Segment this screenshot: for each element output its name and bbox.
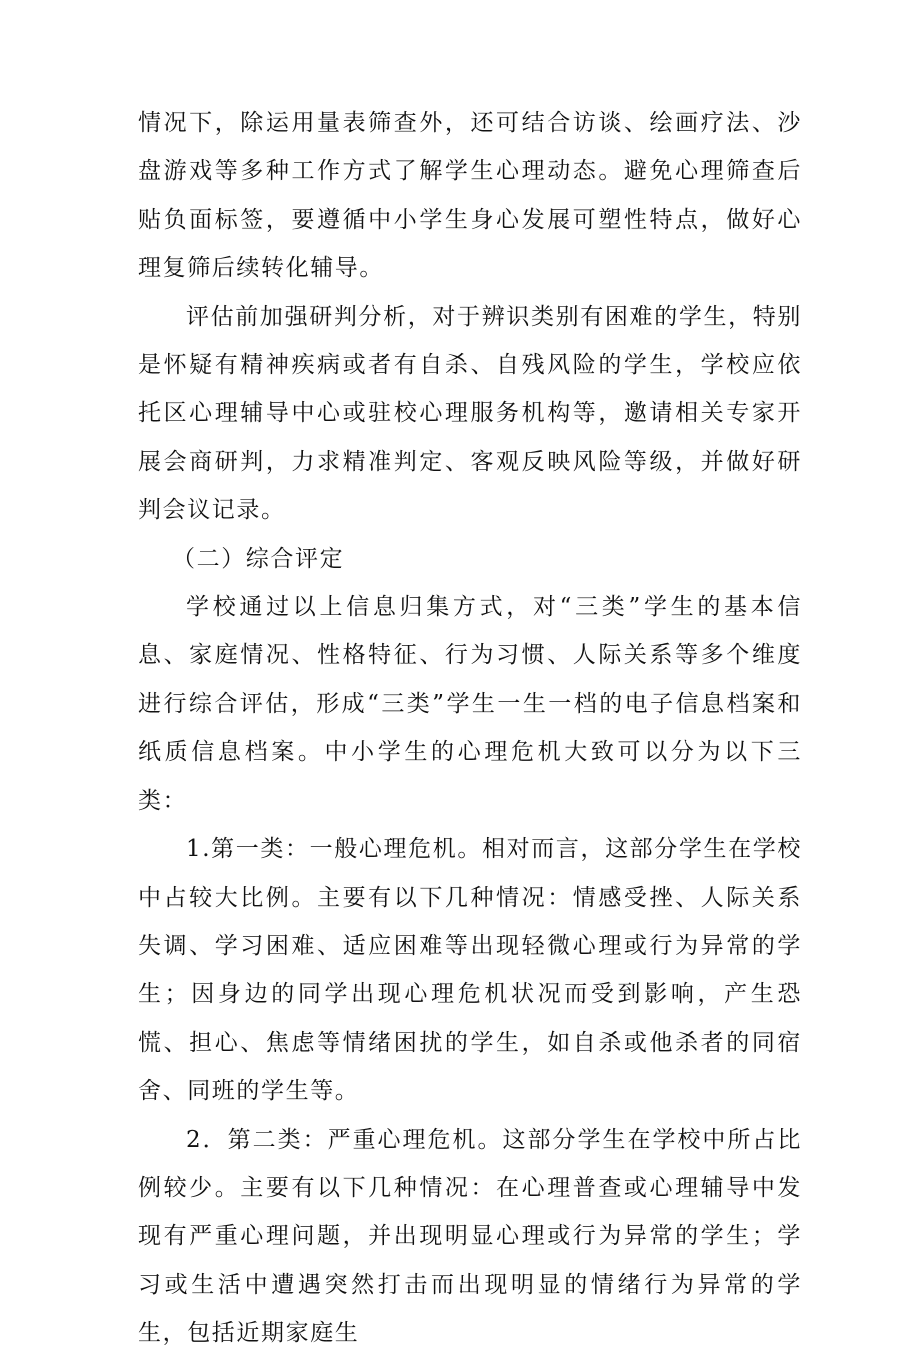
paragraph-information-collection: 学校通过以上信息归集方式，对“三类”学生的基本信息、家庭情况、性格特征、行为习惯、人际关系等多个维度进行综合评估，形成“三类”学生一生一档的电子信息档案和纸质信息档案。中小学生的心理危机大致可以分为以下三类： — [138, 594, 802, 814]
paragraph-screening-methods: 情况下，除运用量表筛查外，还可结合访谈、绘画疗法、沙盘游戏等多种工作方式了解学生心理动态。避免心理筛查后贴负面标签，要遵循中小学生身心发展可塑性特点，做好心理复筛后续转化辅导。 — [138, 110, 802, 282]
paragraph-assessment-analysis: 评估前加强研判分析，对于辨识类别有困难的学生，特别是怀疑有精神疾病或者有自杀、自残风险的学生，学校应依托区心理辅导中心或驻校心理服务机构等，邀请相关专家开展会商研判，力求精准判定、客观反映风险等级，并做好研判会议记录。 — [138, 303, 802, 524]
section-heading-comprehensive-evaluation: （二）综合评定 — [172, 545, 345, 572]
paragraph-category-two: 2．第二类：严重心理危机。这部分学生在学校中所占比例较少。主要有以下几种情况：在心理普查或心理辅导中发现有严重心理问题，并出现明显心理或行为异常的学生；学习或生活中遭遇突然打击而出现明显的情绪行为异常的学生，包括近期家庭生 — [138, 1126, 802, 1347]
document-body — [138, 99, 802, 1358]
paragraph-category-one: 1.第一类：一般心理危机。相对而言，这部分学生在学校中占较大比例。主要有以下几种情况：情感受挫、人际关系失调、学习困难、适应困难等出现轻微心理或行为异常的学生；因身边的同学出现心理危机状况而受到影响，产生恐慌、担心、焦虑等情绪困扰的学生，如自杀或他杀者的同宿舍、同班的学生等。 — [138, 836, 802, 1105]
